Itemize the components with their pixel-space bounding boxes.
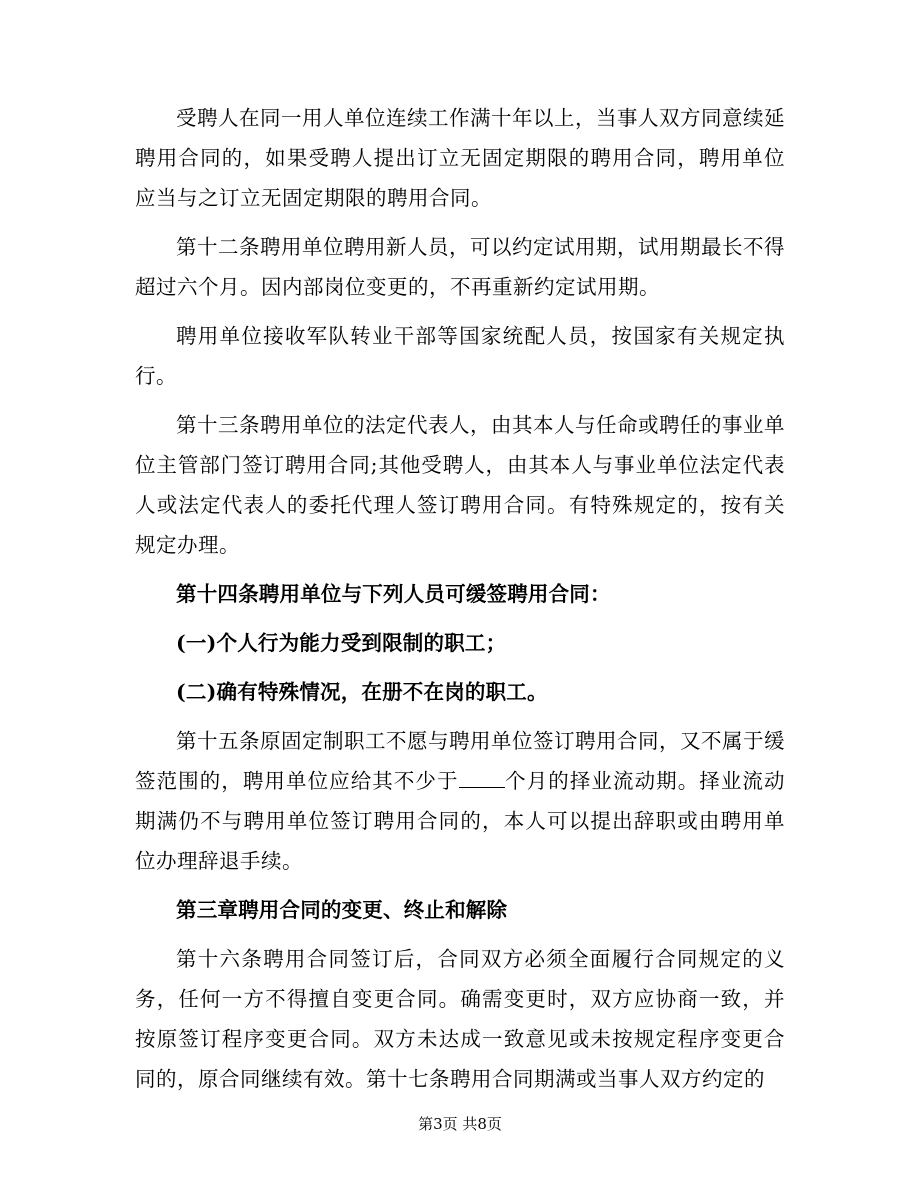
paragraph-renewal-clause: 受聘人在同一用人单位连续工作满十年以上，当事人双方同意续延聘用合同的，如果受聘人提出订立无固定期限的聘用合同，聘用单位应当与之订立无固定期限的聘用合同。 bbox=[135, 106, 785, 210]
paragraph-item-1: (一)个人行为能力受到限制的职工； bbox=[176, 631, 507, 655]
paragraph-article-13: 第十三条聘用单位的法定代表人，由其本人与任命或聘任的事业单位主管部门签订聘用合同;其他受聘人，由其本人与事业单位法定代表人或法定代表人的委托代理人签订聘用合同。有特殊规定的，按有关规定办理。 bbox=[135, 413, 785, 557]
paragraph-item-2: (二)确有特殊情况，在册不在岗的职工。 bbox=[176, 680, 548, 704]
article-15-text-before: 第十五条原固定制职工不愿与聘用单位签订聘用合同，又不属于缓签范围的，聘用单位应给其不少于 bbox=[135, 729, 785, 793]
paragraph-article-16: 第十六条聘用合同签订后，合同双方必须全面履行合同规定的义务，任何一方不得擅自变更合同。确需变更时，双方应协商一致，并按原签订程序变更合同。双方未达成一致意见或未按规定程序变更合同的，原合同继续有效。第十七条聘用合同期满或当事人双方约定的 bbox=[135, 947, 785, 1091]
document-body bbox=[135, 98, 785, 1108]
chapter-3-heading: 第三章聘用合同的变更、终止和解除 bbox=[176, 898, 508, 922]
paragraph-article-12: 第十二条聘用单位聘用新人员，可以约定试用期，试用期最长不得超过六个月。因内部岗位变更的，不再重新约定试用期。 bbox=[135, 235, 785, 299]
paragraph-article-14: 第十四条聘用单位与下列人员可缓签聘用合同： bbox=[176, 582, 611, 606]
paragraph-article-15 bbox=[135, 721, 785, 881]
paragraph-military-transfer: 聘用单位接收军队转业干部等国家统配人员，按国家有关规定执行。 bbox=[135, 324, 785, 388]
article-15-text-after: 个月的择业流动期。择业流动期满仍不与聘用单位签订聘用合同的，本人可以提出辞职或由聘用单位办理辞退手续。 bbox=[135, 769, 786, 873]
fill-in-blank bbox=[459, 769, 505, 788]
page-number-footer: 第3页 共8页 bbox=[418, 1115, 502, 1133]
